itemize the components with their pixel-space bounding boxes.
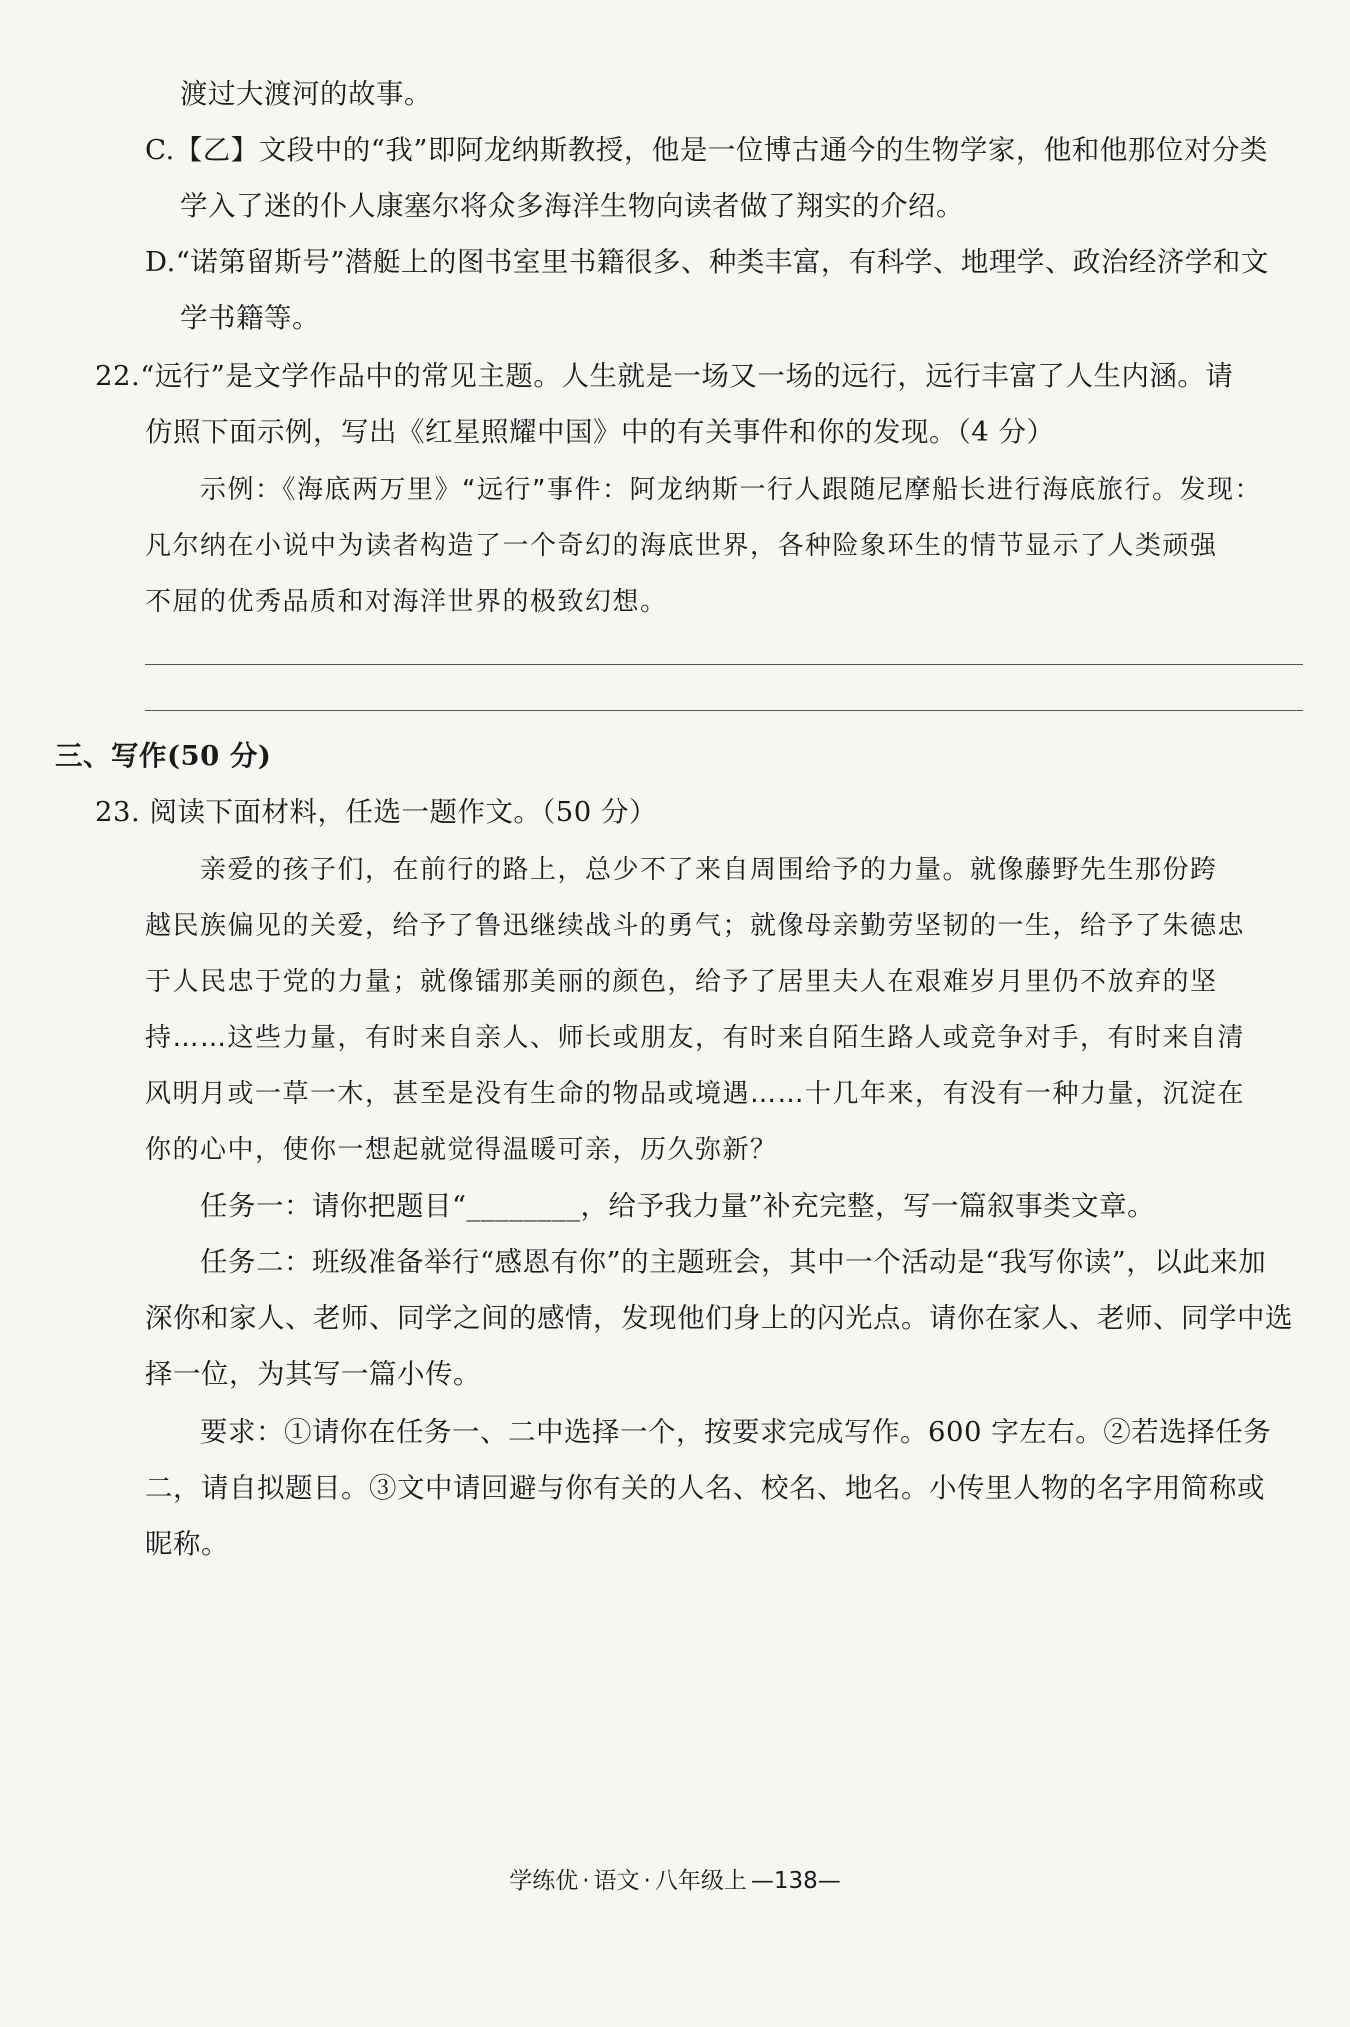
option-c-line2: 学入了迷的仆人康塞尔将众多海洋生物向读者做了翔实的介绍。 [180, 190, 964, 222]
q23-line1: 23. 阅读下面材料，任选一题作文。（50 分） [95, 796, 657, 828]
q21-tail: 渡过大渡河的故事。 [180, 78, 432, 110]
answer-line-1[interactable] [145, 664, 1303, 665]
q22-example-line2: 凡尔纳在小说中为读者构造了一个奇幻的海底世界，各种险象环生的情节显示了人类顽强 [145, 531, 1218, 561]
q23-requirement-line3: 昵称。 [145, 1528, 229, 1560]
footer-brand: 学练优 [509, 1868, 579, 1894]
q23-requirement-line2: 二，请自拟题目。③文中请回避与你有关的人名、校名、地名。小传里人物的名字用简称或 [145, 1472, 1265, 1504]
q22-example-line1: 示例：《海底两万里》“远行”事件：阿龙纳斯一行人跟随尼摩船长进行海底旅行。发现： [200, 475, 1262, 505]
option-d-line2: 学书籍等。 [180, 302, 320, 334]
q23-task1: 任务一：请你把题目“________，给予我力量”补充完整，写一篇叙事类文章。 [200, 1190, 1156, 1222]
q22-line2: 仿照下面示例，写出《红星照耀中国》中的有关事件和你的发现。（4 分） [145, 416, 1055, 448]
footer-grade: 八年级上 [654, 1868, 747, 1894]
option-c-line1: C.【乙】文段中的“我”即阿龙纳斯教授，他是一位博古通今的生物学家，他和他那位对分类 [145, 134, 1268, 166]
q23-material-line1: 亲爱的孩子们，在前行的路上，总少不了来自周围给予的力量。就像藤野先生那份跨 [200, 855, 1218, 885]
footer-subject: 语文 [593, 1868, 640, 1894]
q23-task2-line2: 深你和家人、老师、同学之间的感情，发现他们身上的闪光点。请你在家人、老师、同学中选 [145, 1302, 1293, 1334]
q23-material-line2: 越民族偏见的关爱，给予了鲁迅继续战斗的勇气；就像母亲勤劳坚韧的一生，给予了朱德忠 [145, 911, 1246, 941]
q23-task2-line1: 任务二：班级准备举行“感恩有你”的主题班会，其中一个活动是“我写你读”，以此来加 [200, 1246, 1267, 1278]
q23-material-line3: 于人民忠于党的力量；就像镭那美丽的颜色，给予了居里夫人在艰难岁月里仍不放弃的坚 [145, 967, 1218, 997]
section-heading-writing: 三、写作(50 分) [55, 740, 272, 772]
q23-material-line4: 持……这些力量，有时来自亲人、师长或朋友，有时来自陌生路人或竞争对手，有时来自清 [145, 1023, 1246, 1053]
footer-separator: · [643, 1868, 651, 1894]
q22-example-line3: 不屈的优秀品质和对海洋世界的极致幻想。 [145, 587, 668, 617]
q23-requirement-line1: 要求：①请你在任务一、二中选择一个，按要求完成写作。600 字左右。②若选择任务 [200, 1416, 1272, 1448]
page-number: —138— [750, 1868, 841, 1894]
page-footer [0, 1865, 1350, 1897]
option-d-line1: D.“诺第留斯号”潜艇上的图书室里书籍很多、种类丰富，有科学、地理学、政治经济学和文 [145, 246, 1269, 278]
answer-line-2[interactable] [145, 710, 1303, 711]
q23-material-line5: 风明月或一草一木，甚至是没有生命的物品或境遇……十几年来，有没有一种力量，沉淀在 [145, 1079, 1246, 1109]
q23-material-line6: 你的心中，使你一想起就觉得温暖可亲，历久弥新？ [145, 1135, 778, 1165]
q23-task2-line3: 择一位，为其写一篇小传。 [145, 1358, 481, 1390]
footer-separator: · [582, 1868, 590, 1894]
q22-line1: 22.“远行”是文学作品中的常见主题。人生就是一场又一场的远行，远行丰富了人生内涵。请 [95, 360, 1234, 392]
